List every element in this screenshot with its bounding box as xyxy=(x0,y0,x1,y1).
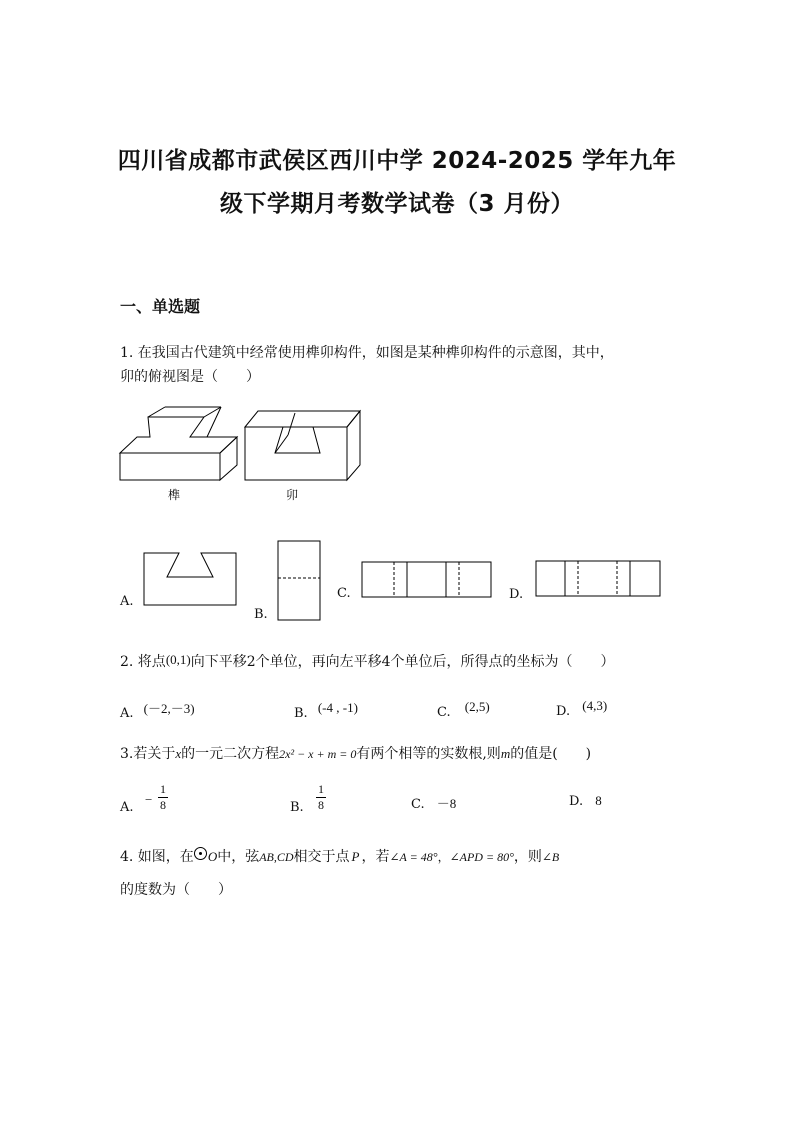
q3-option-c-value: －8 xyxy=(436,796,457,811)
q2-option-b-label: B. xyxy=(294,706,308,721)
q1-option-d-figure[interactable] xyxy=(535,560,662,598)
q2-option-a-label: A. xyxy=(120,706,134,721)
q3-var-x: x xyxy=(175,746,182,761)
q4-angle1: ∠A = 48° xyxy=(389,850,438,864)
q4-mid1: 中，弦 xyxy=(217,849,260,865)
q3-option-a-label[interactable]: A. xyxy=(120,800,134,815)
section-heading: 一、单选题 xyxy=(120,297,201,316)
circle-dot-icon xyxy=(194,847,207,860)
q4-text-line2: 的度数为（ ） xyxy=(120,882,232,898)
page-title-line2: 级下学期月考数学试卷（3 月份） xyxy=(219,191,574,217)
q3-option-c[interactable] xyxy=(411,793,456,812)
q4-mid2: 相交于点 xyxy=(293,849,350,865)
q3-option-b-numerator: 1 xyxy=(318,782,324,796)
q3-text xyxy=(120,741,591,767)
q1-option-c-label[interactable]: C. xyxy=(337,586,351,601)
tenon-shape xyxy=(120,407,237,480)
q4-pre: 4. 如图，在 xyxy=(120,849,194,865)
q3-option-a-numerator: 1 xyxy=(160,782,166,796)
q3-option-d-value: 8 xyxy=(595,793,602,808)
q3-equation: 2x² − x + m = 0 xyxy=(279,747,357,761)
q3-var-m: m xyxy=(500,746,511,761)
q2-pre: 2. 将点 xyxy=(120,654,166,670)
q4-chords: AB,CD xyxy=(259,850,294,864)
q2-option-d-value: (4,3) xyxy=(582,698,608,713)
q1-option-a-figure[interactable] xyxy=(143,552,238,607)
q1-option-b-label[interactable]: B. xyxy=(254,607,268,622)
q4-point: P xyxy=(351,849,360,864)
q2-option-c-value: (2,5) xyxy=(464,699,490,714)
mortise-shape xyxy=(245,411,360,480)
q3-post2: 的值是( ) xyxy=(510,746,592,762)
q4-sep: ， xyxy=(437,850,450,864)
tenon-mortise-figure xyxy=(115,405,370,505)
q1-option-a-label[interactable]: A. xyxy=(120,594,134,609)
q2-option-d[interactable] xyxy=(556,698,607,719)
q1-text-line2: 卯的俯视图是（ ） xyxy=(120,369,260,385)
q1-option-d-label[interactable]: D. xyxy=(509,587,524,602)
q1-option-b-figure[interactable] xyxy=(277,540,322,622)
q2-option-a[interactable] xyxy=(120,698,195,721)
q3-option-a-denominator: 8 xyxy=(160,798,166,812)
q1-text-line1: 1. 在我国古代建筑中经常使用榫卯构件，如图是某种榫卯构件的示意图，其中， xyxy=(120,345,614,361)
q2-post: 向下平移2个单位，再向左平移4个单位后，所得点的坐标为（ ） xyxy=(190,654,615,670)
q4-mid4: ，则 xyxy=(513,849,542,865)
q3-option-a-sign: − xyxy=(145,792,153,807)
q3-mid: 的一元二次方程 xyxy=(181,746,280,762)
q4-mid3: ，若 xyxy=(361,849,390,865)
q2-point: (0,1) xyxy=(165,652,191,667)
q2-option-c[interactable] xyxy=(437,699,490,720)
q4-angle2: ∠APD = 80° xyxy=(449,850,514,864)
q2-option-b-value: (-4 , -1) xyxy=(317,700,358,715)
page-title-line1: 四川省成都市武侯区西川中学 2024-2025 学年九年 xyxy=(117,148,677,174)
q3-option-c-label: C. xyxy=(411,797,425,812)
label-mortise: 卯 xyxy=(286,488,299,502)
q2-option-b[interactable] xyxy=(294,700,358,721)
q4-text-line1 xyxy=(120,844,559,870)
q1-option-c-figure[interactable] xyxy=(361,561,493,599)
q4-circle-name: O xyxy=(207,849,218,864)
q3-option-d[interactable] xyxy=(569,793,602,809)
q3-option-b-label[interactable]: B. xyxy=(290,800,304,815)
q2-text xyxy=(120,647,615,675)
label-tenon: 榫 xyxy=(168,488,181,502)
q2-option-a-value: (－2,－3) xyxy=(143,701,195,716)
q3-post1: 有两个相等的实数根,则 xyxy=(356,746,501,762)
q2-option-d-label: D. xyxy=(556,704,571,719)
q3-pre: 3.若关于 xyxy=(120,746,176,762)
q2-option-c-label: C. xyxy=(437,705,451,720)
q3-option-d-label: D. xyxy=(569,794,584,809)
q3-option-b-denominator: 8 xyxy=(318,798,324,812)
q4-angle3: ∠B xyxy=(541,850,560,864)
